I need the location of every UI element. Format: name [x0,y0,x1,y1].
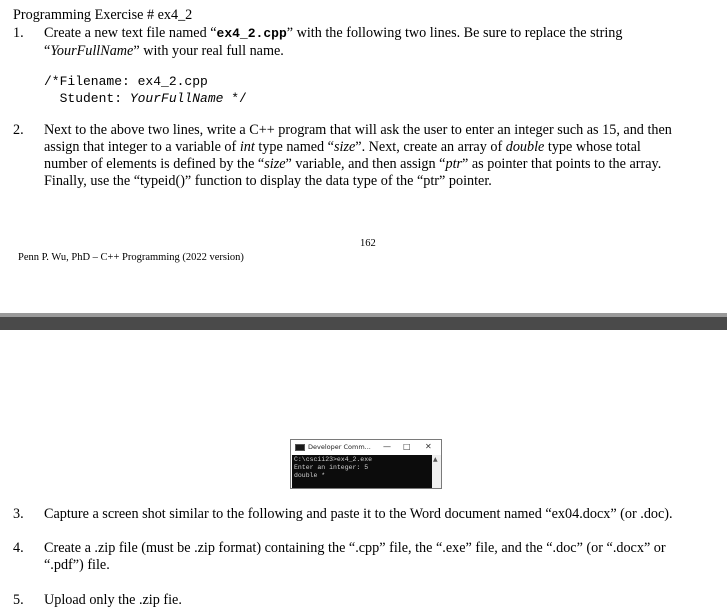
page-separator [0,317,727,330]
maximize-icon: □ [403,442,411,451]
console-titlebar [291,440,441,455]
minimize-icon: — [383,442,391,451]
item-1-line-1: Create a new text file named “ex4_2.cpp” with the following two lines. Be sure to replace the string [44,25,623,41]
console-line: double * [294,472,326,479]
console-screen [292,455,432,488]
item-number: 3. [13,506,24,522]
page-number: 162 [360,238,376,249]
console-title: Developer Comm... [308,443,371,451]
item-3-text: Capture a screen shot similar to the following and paste it to the Word document named “ex04.docx” (or .doc). [44,506,673,522]
item-4-line-1: Create a .zip file (must be .zip format) containing the “.cpp” file, the “.exe” file, and the “.doc” (or “.docx” or [44,540,666,556]
scroll-up-icon: ▲ [433,456,438,463]
close-icon: ✕ [425,442,432,451]
item-5-text: Upload only the .zip fie. [44,592,182,608]
item-number: 2. [13,122,24,138]
console-scrollbar [432,455,441,488]
item-number: 4. [13,540,24,556]
item-1-line-2: “YourFullName” with your real full name. [44,43,284,59]
console-line: Enter an integer: 5 [294,464,369,471]
item-number: 1. [13,25,24,41]
item-2-line-3: number of elements is defined by the “size” variable, and then assign “ptr” as pointer that points to the array. [44,156,662,172]
item-2-line-1: Next to the above two lines, write a C++ program that will ask the user to enter an integer such as 15, and then [44,122,672,138]
code-line-2: Student: YourFullName */ [44,91,247,106]
footer-author-line: Penn P. Wu, PhD – C++ Programming (2022 version) [18,252,244,263]
console-window-screenshot [290,439,442,489]
exercise-title: Programming Exercise # ex4_2 [13,7,193,23]
item-2-line-4: Finally, use the “typeid()” function to display the data type of the “ptr” pointer. [44,173,492,189]
console-line: C:\cscii23>ex4_2.exe [294,456,373,463]
item-4-line-2: “.pdf”) file. [44,557,110,573]
code-line-1: /*Filename: ex4_2.cpp [44,74,208,89]
console-app-icon [295,444,305,451]
item-number: 5. [13,592,24,608]
item-2-line-2: assign that integer to a variable of int type named “size”. Next, create an array of double type whose total [44,139,641,155]
